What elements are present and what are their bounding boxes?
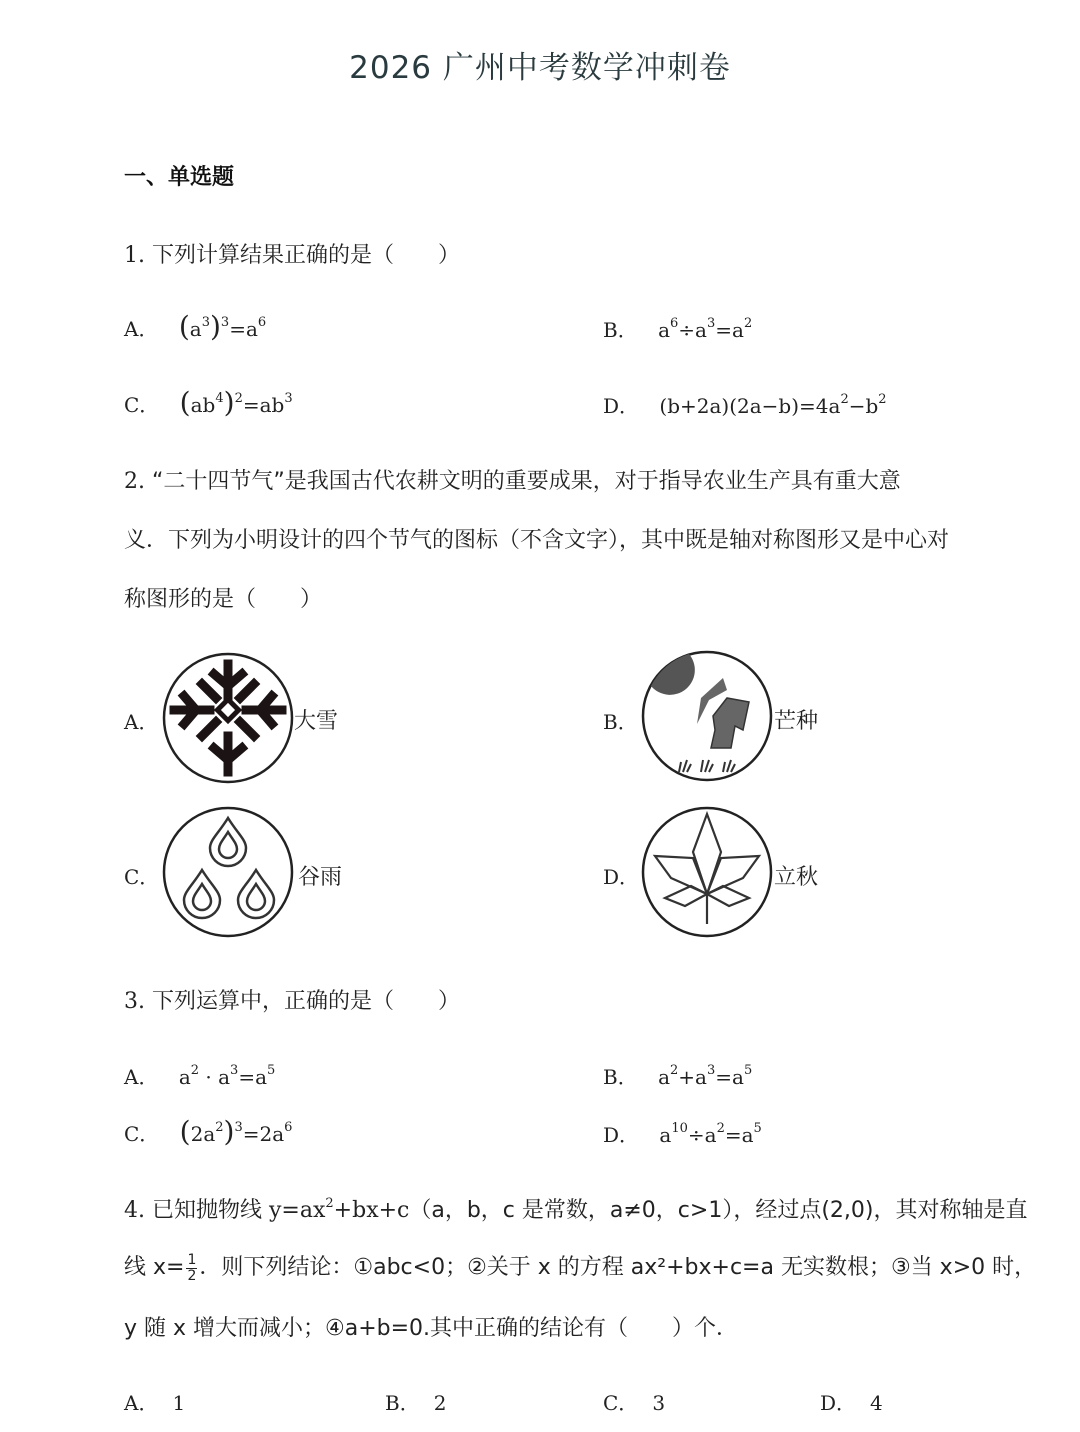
question-number: 2. <box>124 469 145 494</box>
option-formula: $a^{10}\div a^2=a^5$ <box>659 1121 762 1147</box>
option-label: C． <box>124 1122 160 1146</box>
option-formula: $a^2+a^3=a^5$ <box>658 1063 753 1089</box>
option-formula: $a^6\div a^3=a^2$ <box>658 316 753 342</box>
question-text: “二十四节气”是我国古代农耕文明的重要成果，对于指导农业生产具有重大意 <box>152 469 901 494</box>
option-label: A． <box>124 1391 159 1415</box>
option-label: B． <box>603 1065 638 1089</box>
q2-option-d-label[interactable]: D． <box>603 865 640 889</box>
question-2-line-2: 义．下列为小明设计的四个节气的图标（不含文字），其中既是轴对称图形又是中心对 <box>124 528 950 553</box>
question-number: 4. <box>124 1198 145 1223</box>
q2-option-a-label[interactable]: A． <box>124 710 159 734</box>
option-value: 2 <box>433 1391 447 1415</box>
question-text: （a，b，c 是常数，a≠0，c>1），经过点(2,0)，其对称轴是直 <box>409 1198 1028 1223</box>
option-label: B． <box>603 318 638 342</box>
question-text: 已知抛物线 <box>152 1198 269 1223</box>
question-4-line-1 <box>124 1193 1028 1224</box>
option-formula: $(ab^4)^2=ab^3$ <box>179 386 293 419</box>
q2-option-b-label[interactable]: B． <box>603 710 638 734</box>
option-label: A． <box>124 317 159 341</box>
fraction-one-half <box>186 1253 197 1284</box>
question-2-line-1 <box>124 464 901 495</box>
question-2-line-3: 称图形的是（ ） <box>124 587 323 612</box>
option-label: B． <box>385 1391 420 1415</box>
option-label: D． <box>603 394 640 418</box>
option-value: 4 <box>870 1391 883 1415</box>
q4-option-b[interactable] <box>385 1387 446 1416</box>
question-stem: 下列运算中，正确的是（ ） <box>152 989 461 1014</box>
solar-term-name: 芒种 <box>774 709 819 734</box>
question-text: 线 x= <box>124 1255 185 1280</box>
parabola-equation: $y=ax^2+bx+c$ <box>269 1196 410 1223</box>
question-1 <box>124 238 460 269</box>
fraction-numerator: 1 <box>187 1251 197 1268</box>
question-number: 1. <box>124 243 145 268</box>
option-label: D． <box>820 1391 857 1415</box>
question-4-line-3: y 随 x 增大而减小；④a+b=0.其中正确的结论有（ ）个． <box>124 1316 739 1341</box>
fraction-denominator: 2 <box>187 1267 197 1284</box>
option-formula: $(b+2a)(2a-b)=4a^2-b^2$ <box>659 392 887 418</box>
q1-option-b[interactable] <box>603 314 752 343</box>
question-3 <box>124 984 460 1015</box>
question-4-line-2 <box>124 1250 1036 1284</box>
q4-option-c[interactable] <box>603 1387 665 1416</box>
sun-field-icon[interactable] <box>641 650 773 782</box>
option-label: D． <box>603 1123 640 1147</box>
solar-term-name: 立秋 <box>774 865 819 890</box>
q3-option-b[interactable] <box>603 1061 752 1090</box>
option-formula: $(a^3)^3=a^6$ <box>178 310 267 343</box>
q3-option-a[interactable] <box>124 1061 275 1090</box>
raindrops-icon[interactable] <box>162 806 294 938</box>
option-formula: $(2a^2)^3=2a^6$ <box>179 1115 293 1148</box>
question-number: 3. <box>124 989 145 1014</box>
q1-option-d[interactable] <box>603 390 887 419</box>
option-value: 1 <box>172 1391 186 1415</box>
q1-option-c[interactable] <box>124 386 293 419</box>
q4-option-a[interactable] <box>124 1387 185 1416</box>
solar-term-name: 大雪 <box>294 709 339 734</box>
q2-option-c-label[interactable]: C． <box>124 865 160 889</box>
leaf-icon[interactable] <box>641 806 773 938</box>
snowflake-icon[interactable] <box>162 652 294 784</box>
page-title: 2026 广州中考数学冲刺卷 <box>349 50 731 86</box>
section-heading: 一、单选题 <box>124 165 235 190</box>
option-formula: $a^2 \cdot a^3=a^5$ <box>178 1063 276 1089</box>
option-label: C． <box>603 1391 639 1415</box>
question-text: ．则下列结论：①abc<0；②关于 x 的方程 ax²+bx+c=a 无实数根；③当 x>0 时， <box>199 1255 1037 1280</box>
q3-option-d[interactable] <box>603 1119 762 1148</box>
solar-term-name: 谷雨 <box>298 865 343 890</box>
question-stem: 下列计算结果正确的是（ ） <box>152 243 461 268</box>
q3-option-c[interactable] <box>124 1115 292 1148</box>
q1-option-a[interactable] <box>124 310 266 343</box>
option-label: A． <box>124 1065 159 1089</box>
q4-option-d[interactable] <box>820 1387 883 1416</box>
option-value: 3 <box>652 1391 666 1415</box>
option-label: C． <box>124 393 160 417</box>
